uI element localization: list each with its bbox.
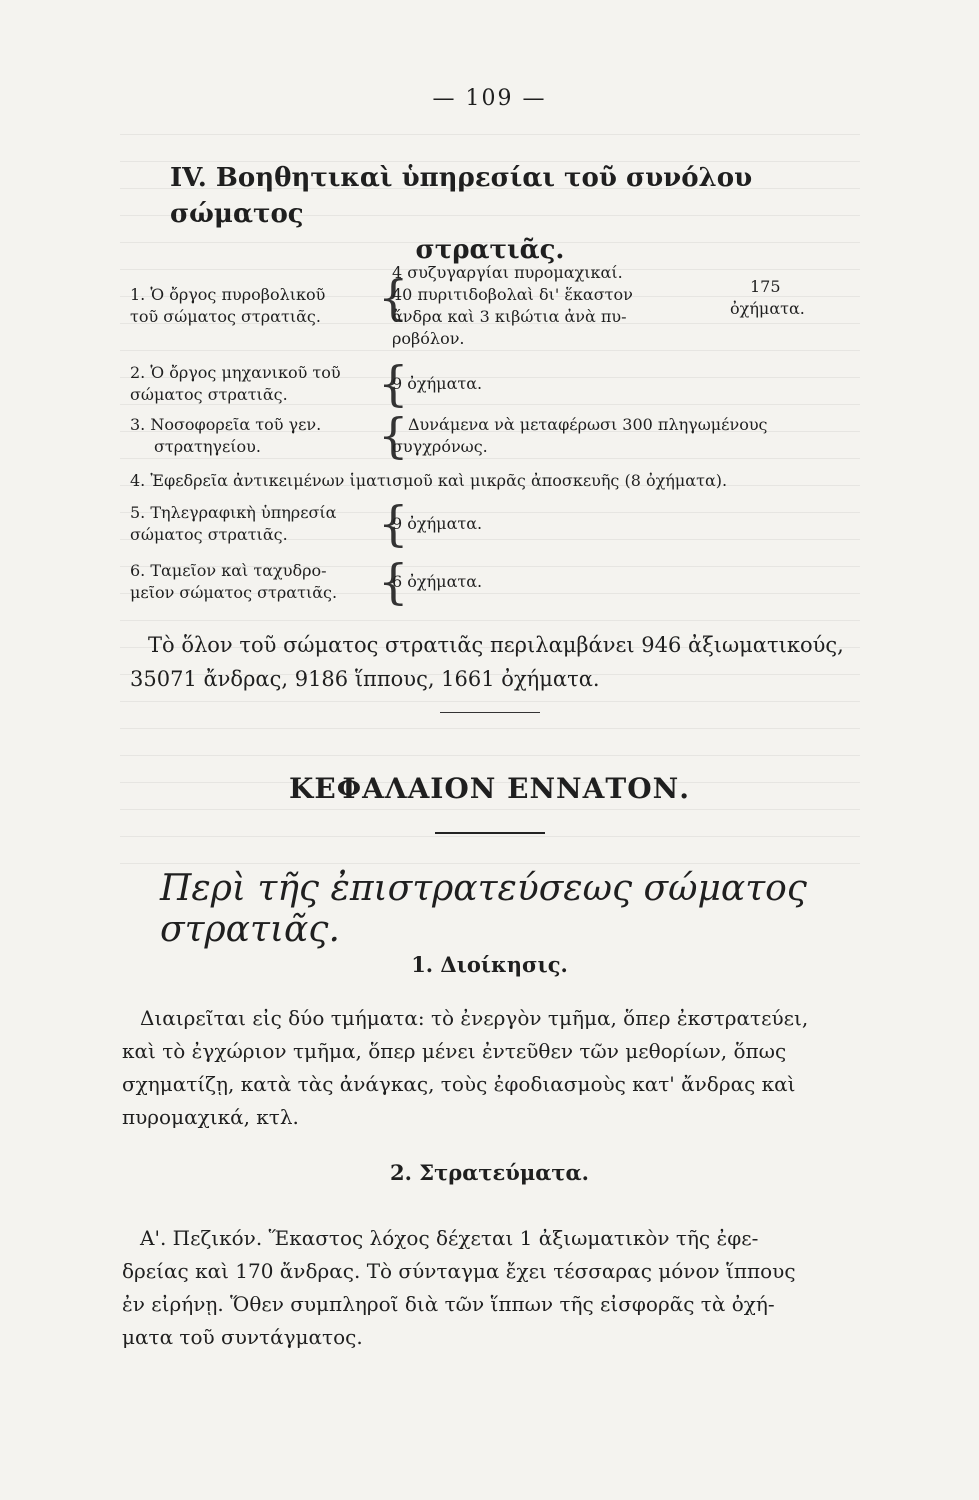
row-total: 175 ὀχήματα.	[730, 277, 805, 318]
brace: {	[378, 356, 409, 412]
row-content: 4 συζυγαργίαι πυρομαχικαί. 40 πυριτιδοβολαὶ δι' ἕκαστον ἄνδρα καὶ 3 κιβώτια ἀνὰ πυ- ροβόλον.	[392, 263, 633, 348]
row-content: 9 ὀχήματα.	[392, 374, 483, 393]
row-content: 9 ὀχήματα.	[392, 514, 483, 533]
row-label: 1. Ὁ ὄργος πυροβολικοῦ τοῦ σώματος στρατιᾶς.	[130, 285, 326, 326]
total-paragraph: Τὸ ὅλον τοῦ σώματος στρατιᾶς περιλαμβάνει 946 ἀξιωματικούς, 35071 ἄνδρας, 9186 ἵππους, 1661 ὀχήματα.	[130, 633, 844, 691]
chapter-title: ΚΕΦΑΛΑΙΟΝ ΕΝΝΑΤΟΝ.	[289, 772, 690, 805]
section-heading-line2: στρατιᾶς.	[415, 235, 565, 265]
row-content: 6 ὀχήματα.	[392, 572, 483, 591]
row-label: 6. Ταμεῖον καὶ ταχυδρο- μεῖον σώματος στρατιᾶς.	[130, 561, 338, 602]
table-row	[130, 408, 870, 464]
brace: {	[378, 270, 409, 326]
subsection-title-troops: 2. Στρατεύματα.	[390, 1160, 589, 1185]
ornament-divider	[440, 712, 540, 713]
row-label: 5. Τηλεγραφικὴ ὑπηρεσία σώματος στρατιᾶς.	[130, 503, 337, 544]
brace: {	[378, 496, 409, 552]
subsection-title-administration: 1. Διοίκησις.	[411, 952, 568, 977]
divider	[435, 832, 545, 834]
page-number: — 109 —	[432, 86, 547, 111]
row-content: Δυνάμενα νὰ μεταφέρωσι 300 πληγωμένους συγχρόνως.	[392, 415, 768, 456]
table-row	[130, 554, 870, 610]
table-row	[130, 262, 870, 352]
row-label: 2. Ὁ ὄργος μηχανικοῦ τοῦ σώματος στρατιᾶς.	[130, 363, 341, 404]
row-label: 3. Νοσοφορεῖα τοῦ γεν. στρατηγείου.	[130, 415, 322, 456]
paragraph-troops: Α'. Πεζικόν. Ἕκαστος λόχος δέχεται 1 ἀξιωματικὸν τῆς ἐφε- δρείας καὶ 170 ἄνδρας. Τὸ σύνταγμα ἔχει τέσσαρας μόνον ἵππους ἐν εἰρήνῃ. Ὅθεν συμπληροῖ διὰ τῶν ἵππων τῆς εἰσφορᾶς τὰ ὀχή- ματα τοῦ συντάγματος.	[122, 1226, 796, 1349]
section-heading	[170, 160, 810, 268]
chapter-subtitle: Περὶ τῆς ἐπιστρατεύσεως σώματος στρατιᾶς.	[160, 868, 807, 950]
table-row	[130, 356, 870, 412]
section-heading-line1: IV. Βοηθητικαὶ ὑπηρεσίαι τοῦ συνόλου σώματος	[170, 163, 753, 229]
table-row-full: 4. Ἐφεδρεῖα ἀντικειμένων ἱματισμοῦ καὶ μικρᾶς ἀποσκευῆς (8 ὀχήματα).	[130, 471, 728, 490]
brace: {	[378, 554, 409, 610]
table-row	[130, 496, 870, 552]
brace: {	[378, 408, 409, 464]
paragraph-administration: Διαιρεῖται εἰς δύο τμήματα: τὸ ἐνεργὸν τμῆμα, ὅπερ ἐκστρατεύει, καὶ τὸ ἐγχώριον τμῆμα, ὅπερ μένει ἐντεῦθεν τῶν μεθορίων, ὅπως σχηματίζῃ, κατὰ τὰς ἀνάγκας, τοὺς ἐφοδιασμοὺς κατ' ἄνδρας καὶ πυρομαχικά, κτλ.	[122, 1006, 809, 1129]
